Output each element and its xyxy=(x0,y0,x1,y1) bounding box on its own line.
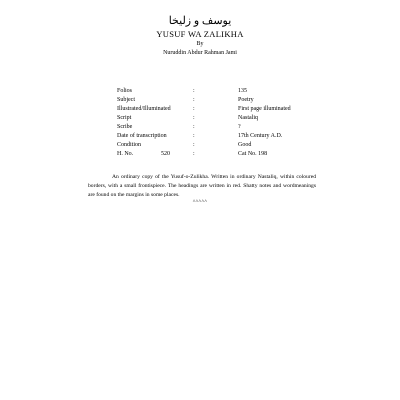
document-title: YUSUF WA ZALIKHA xyxy=(156,29,244,39)
metadata-separator: : xyxy=(193,151,195,157)
metadata-value: 17th Century A.D. xyxy=(238,133,283,139)
metadata-row xyxy=(117,141,347,150)
ornament-separator: ^^^^^ xyxy=(192,199,208,205)
author-name: Nuruddin Abdur Rahman Jami xyxy=(163,50,237,56)
metadata-value: Nastaliq xyxy=(238,115,258,121)
metadata-row xyxy=(117,123,347,132)
metadata-separator: : xyxy=(193,124,195,130)
metadata-row xyxy=(117,87,347,96)
metadata-value: First page illuminated xyxy=(238,106,291,112)
metadata-value: ? xyxy=(238,124,241,130)
metadata-label: Folios xyxy=(117,88,133,94)
arabic-title: یوسف و زلیخا xyxy=(168,15,232,27)
by-line: By xyxy=(196,41,204,47)
metadata-label: Date of transcription xyxy=(117,133,167,139)
metadata-row xyxy=(117,96,347,105)
metadata-value: Poetry xyxy=(238,97,254,103)
metadata-label: Subject xyxy=(117,97,135,103)
metadata-value: Good xyxy=(238,142,252,148)
metadata-label: Scribe xyxy=(117,124,133,130)
description-paragraph: An ordinary copy of the Yusuf-o-Zulikha. Written in ordinary Nastaliq, within coloured borders, with a small frontispiece. The headings are written in red. Shatty notes and wordmeanings are found on the margins in some places. xyxy=(88,174,316,198)
accession-label-cell xyxy=(117,150,193,159)
metadata-separator: : xyxy=(193,88,195,94)
metadata-separator: : xyxy=(193,97,195,103)
metadata-row xyxy=(117,132,347,141)
metadata-table xyxy=(117,87,347,159)
accession-number: 520 xyxy=(161,151,170,157)
accession-label: H. No. xyxy=(117,151,134,157)
metadata-row xyxy=(117,114,347,123)
metadata-label: Condition xyxy=(117,142,142,148)
metadata-separator: : xyxy=(193,115,195,121)
metadata-separator: : xyxy=(193,133,195,139)
accession-value: Cat No. 198 xyxy=(238,151,268,157)
accession-row xyxy=(117,150,347,159)
metadata-label: Illustrated/Illuminated xyxy=(117,106,171,112)
metadata-value: 135 xyxy=(238,88,247,94)
metadata-separator: : xyxy=(193,142,195,148)
metadata-label: Script xyxy=(117,115,132,121)
metadata-row xyxy=(117,105,347,114)
metadata-separator: : xyxy=(193,106,195,112)
